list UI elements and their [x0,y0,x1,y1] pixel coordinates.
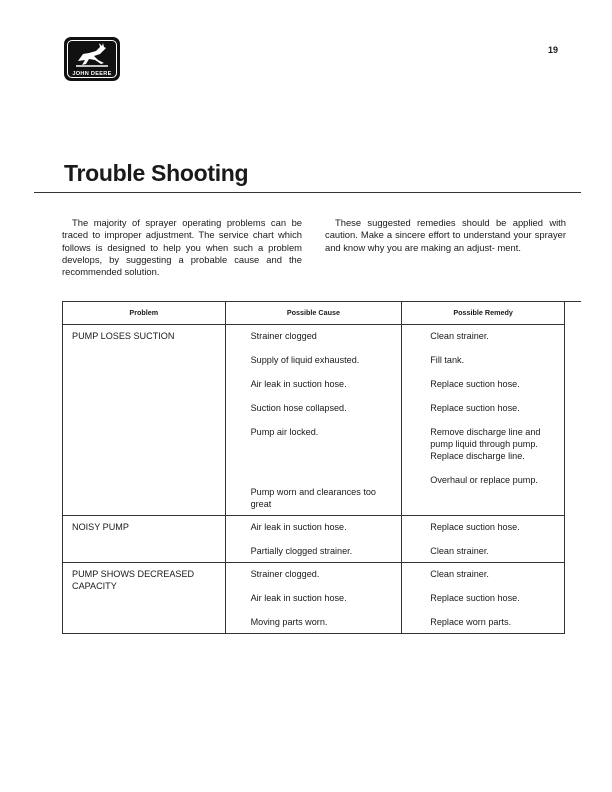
cause-item: Pump worn and clearances too great [250,487,376,509]
remedy-cell [402,563,565,634]
logo-text: JOHN DEERE [72,71,112,77]
remedy-item: Overhaul or replace pump. [430,475,538,485]
cause-cell [225,325,402,516]
problem-label: PUMP SHOWS DECREASED CAPACITY [72,569,195,591]
table-row [63,516,565,563]
cause-cell [225,563,402,634]
remedy-cell [402,325,565,516]
cause-item: Pump air locked. [250,427,319,437]
page-number: 19 [548,45,559,55]
remedy-item: Remove discharge line and pump liquid through pump. Replace discharge line. [430,427,541,461]
john-deere-logo [64,37,120,81]
table-row [63,325,565,516]
title-rule [34,192,581,193]
remedy-item: Replace worn parts. [430,617,512,627]
leaping-deer-icon [74,42,110,68]
header-possible-remedy: Possible Remedy [402,301,565,325]
remedy-item: Replace suction hose. [430,379,520,389]
problem-cell [63,563,226,634]
remedy-item: Replace suction hose. [430,522,520,532]
problem-label: NOISY PUMP [72,522,129,532]
cause-item: Suction hose collapsed. [250,403,347,413]
trouble-shooting-table [62,301,565,634]
remedy-item: Fill tank. [430,355,465,365]
cause-item: Strainer clogged. [250,569,320,579]
cause-item: Air leak in suction hose. [250,593,347,603]
problem-label: PUMP LOSES SUCTION [72,331,175,341]
cause-item: Supply of liquid exhausted. [250,355,360,365]
problem-cell [63,325,226,516]
table-row [63,563,565,634]
table-header-row [63,301,565,325]
header-possible-cause: Possible Cause [225,301,402,325]
intro-right-paragraph: These suggested remedies should be applied with caution. Make a sincere effort to understand your sprayer and know why you are making an adjust- ment. [325,217,566,253]
cause-cell [225,516,402,563]
cause-item: Moving parts worn. [250,617,328,627]
cause-item: Air leak in suction hose. [250,379,347,389]
remedy-item: Clean strainer. [430,331,489,341]
problem-cell [63,516,226,563]
page-title: Trouble Shooting [64,160,249,186]
header-problem: Problem [63,301,226,325]
intro-left-paragraph: The majority of sprayer operating problems can be traced to improper adjustment. The service chart which follows is designed to help you when such a problem develops, by suggesting a probable cause and the recommended solution. [62,217,302,278]
remedy-cell [402,516,565,563]
cause-item: Partially clogged strainer. [250,546,353,556]
remedy-item: Replace suction hose. [430,593,520,603]
remedy-item: Clean strainer. [430,569,489,579]
remedy-item: Clean strainer. [430,546,489,556]
cause-item: Air leak in suction hose. [250,522,347,532]
remedy-item: Replace suction hose. [430,403,520,413]
cause-item: Strainer clogged [250,331,317,341]
